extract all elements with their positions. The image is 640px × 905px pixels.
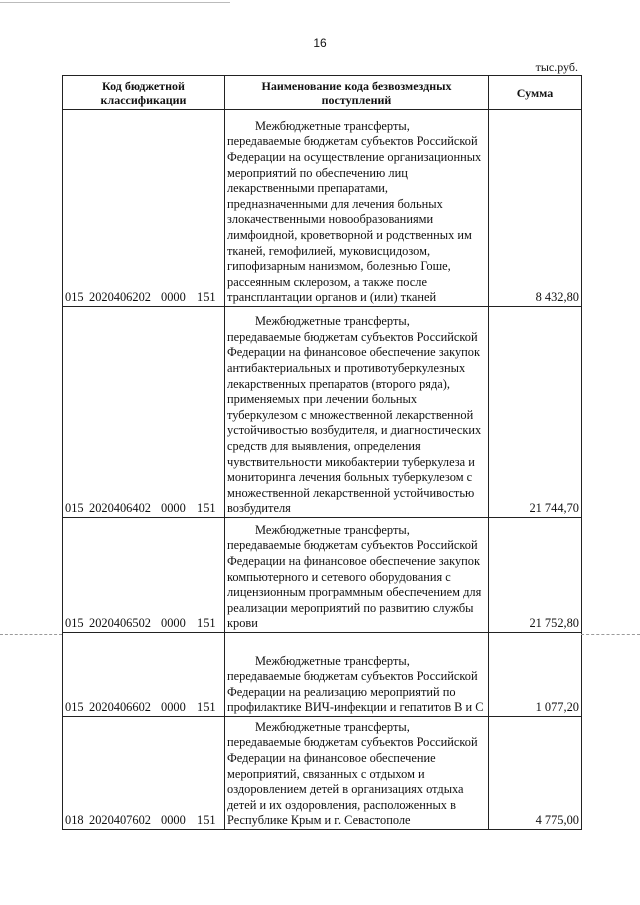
row-name-text: Межбюджетные трансферты, передаваемые бюджетам субъектов Российской Федерации на реализацию мероприятий по профилактике ВИЧ-инфекции и гепатитов В и С bbox=[227, 653, 484, 715]
admin-code: 015 bbox=[65, 290, 84, 305]
scan-artifact-line bbox=[581, 634, 640, 635]
admin-code: 015 bbox=[65, 501, 84, 516]
kosgu-code: 151 bbox=[197, 813, 216, 828]
code-cell bbox=[63, 518, 225, 633]
row-name-text: Межбюджетные трансферты, передаваемые бюджетам субъектов Российской Федерации на финансовое обеспечение закупок антибактериальных и противотуберкулезных лекарственных препаратов (второго ряда), применяемых при лечении больных туберкулезом с множественной лекарственной устойчивостью возбудителя, и диагностических средств для выявления, определения чувствительности микобактерии туберкулеза и мониторинга лечения больных туберкулезом с множественной лекарственной устойчивостью возбудителя bbox=[227, 314, 482, 516]
table-row bbox=[63, 307, 582, 518]
sum-cell: 4 775,00 bbox=[489, 717, 582, 830]
scan-edge-line bbox=[0, 2, 230, 3]
header-sum: Сумма bbox=[489, 76, 582, 110]
name-cell bbox=[225, 110, 489, 307]
kbk-code: 2020406502 bbox=[89, 616, 151, 631]
table-row bbox=[63, 633, 582, 717]
kosgu-code: 151 bbox=[197, 501, 216, 516]
name-cell bbox=[225, 518, 489, 633]
sub-code: 0000 bbox=[161, 290, 186, 305]
budget-table bbox=[62, 75, 582, 830]
code-cell bbox=[63, 110, 225, 307]
kosgu-code: 151 bbox=[197, 616, 216, 631]
name-cell bbox=[225, 633, 489, 717]
row-name-text: Межбюджетные трансферты, передаваемые бюджетам субъектов Российской Федерации на финансовое обеспечение закупок компьютерного и сетевого оборудования с лицензионным программным обеспечением для реализации мероприятий по развитию службы крови bbox=[227, 522, 482, 631]
admin-code: 015 bbox=[65, 700, 84, 715]
table-header-row bbox=[63, 76, 582, 110]
table-row bbox=[63, 717, 582, 830]
admin-code: 015 bbox=[65, 616, 84, 631]
scan-artifact-line bbox=[0, 634, 62, 635]
table-row bbox=[63, 518, 582, 633]
name-cell bbox=[225, 717, 489, 830]
kosgu-code: 151 bbox=[197, 700, 216, 715]
sub-code: 0000 bbox=[161, 813, 186, 828]
sum-cell: 8 432,80 bbox=[489, 110, 582, 307]
row-name-text: Межбюджетные трансферты, передаваемые бюджетам субъектов Российской Федерации на финансовое обеспечение мероприятий, связанных с отдыхом и оздоровлением детей в организациях отдыха детей и их оздоровления, расположенных в Республике Крым и г. Севастополе bbox=[227, 719, 478, 828]
kbk-code: 2020406202 bbox=[89, 290, 151, 305]
admin-code: 018 bbox=[65, 813, 84, 828]
kosgu-code: 151 bbox=[197, 290, 216, 305]
sub-code: 0000 bbox=[161, 501, 186, 516]
row-name-text: Межбюджетные трансферты, передаваемые бюджетам субъектов Российской Федерации на осуществление организационных мероприятий по обеспечению лиц лекарственными препаратами, предназначенными для лечения больных злокачественными новообразованиями лимфоидной, кроветворной и родственных им тканей, гемофилией, муковисцидозом, гипофизарным нанизмом, болезнью Гоше, рассеянным склерозом, а также после трансплантации органов и (или) тканей bbox=[227, 118, 482, 305]
table-row bbox=[63, 110, 582, 307]
kbk-code: 2020406602 bbox=[89, 700, 151, 715]
name-cell bbox=[225, 307, 489, 518]
sum-cell: 1 077,20 bbox=[489, 633, 582, 717]
sub-code: 0000 bbox=[161, 616, 186, 631]
code-cell bbox=[63, 717, 225, 830]
units-label: тыс.руб. bbox=[535, 60, 578, 74]
sub-code: 0000 bbox=[161, 700, 186, 715]
code-cell bbox=[63, 307, 225, 518]
kbk-code: 2020406402 bbox=[89, 501, 151, 516]
header-name: Наименование кода безвозмездных поступлений bbox=[225, 76, 489, 110]
header-code: Код бюджетной классификации bbox=[63, 76, 225, 110]
sum-cell: 21 752,80 bbox=[489, 518, 582, 633]
page-number: 16 bbox=[313, 36, 327, 50]
kbk-code: 2020407602 bbox=[89, 813, 151, 828]
sum-cell: 21 744,70 bbox=[489, 307, 582, 518]
code-cell bbox=[63, 633, 225, 717]
